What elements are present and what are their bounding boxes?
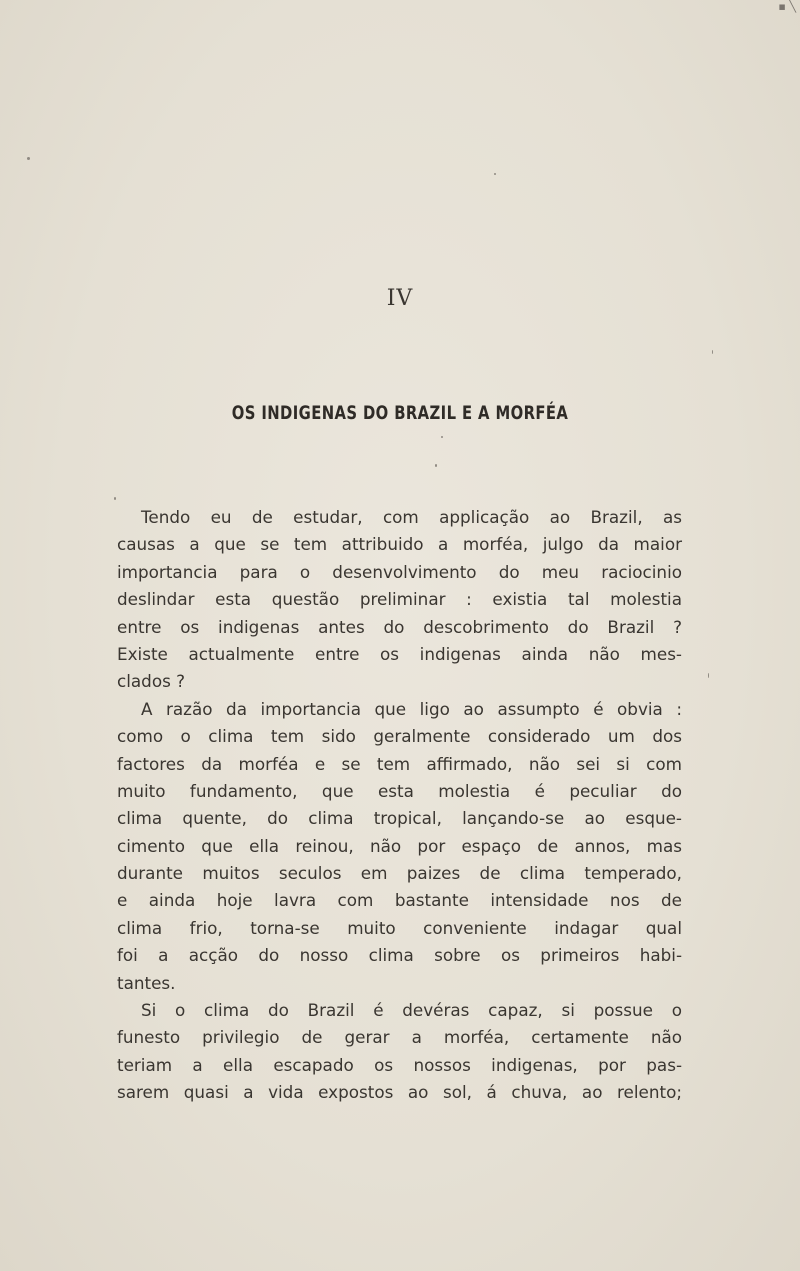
text-line: clima quente, do clima tropical, lançando-se ao esque-	[117, 808, 682, 829]
paper-speck	[494, 173, 496, 175]
body-text	[117, 504, 682, 1107]
text-line: sarem quasi a vida expostos ao sol, á chuva, ao relento;	[117, 1082, 682, 1103]
text-line: factores da morféa e se tem affirmado, não sei si com	[117, 753, 682, 774]
text-line: muito fundamento, que esta molestia é peculiar do	[117, 780, 682, 801]
text-line: tantes.	[117, 972, 176, 993]
text-line: foi a acção do nosso clima sobre os primeiros habi-	[117, 945, 682, 966]
text-line: clados ?	[117, 671, 186, 692]
corner-mark: ▪ ╲	[778, 0, 796, 13]
text-line: deslindar esta questão preliminar : existia tal molestia	[117, 589, 682, 610]
text-line: e ainda hoje lavra com bastante intensidade nos de	[117, 890, 682, 911]
paper-speck	[27, 157, 30, 160]
text-line: Existe actualmente entre os indigenas ainda não mes-	[117, 643, 682, 664]
paper-speck	[435, 464, 437, 467]
text-line: Si o clima do Brazil é devéras capaz, si possue o	[141, 1000, 682, 1021]
text-line: importancia para o desenvolvimento do meu raciocinio	[117, 561, 682, 582]
text-line: durante muitos seculos em paizes de clima temperado,	[117, 863, 682, 884]
text-line: como o clima tem sido geralmente considerado um dos	[117, 726, 682, 747]
text-line: A razão da importancia que ligo ao assumpto é obvia :	[141, 698, 682, 719]
text-line: teriam a ella escapado os nossos indigenas, por pas-	[117, 1054, 682, 1075]
text-line: clima frio, torna-se muito conveniente indagar qual	[117, 917, 682, 938]
chapter-number: IV	[386, 286, 414, 311]
paper-speck	[441, 436, 443, 438]
text-line: cimento que ella reinou, não por espaço de annos, mas	[117, 835, 682, 856]
paper-speck	[114, 497, 116, 500]
text-line: causas a que se tem attribuido a morféa, julgo da maior	[117, 534, 682, 555]
text-line: funesto privilegio de gerar a morféa, certamente não	[117, 1027, 682, 1048]
chapter-title: OS INDIGENAS DO BRAZIL E A MORFÉA	[231, 402, 569, 424]
paper-speck	[708, 673, 709, 678]
text-line: entre os indigenas antes do descobrimento do Brazil ?	[117, 616, 682, 637]
text-line: Tendo eu de estudar, com applicação ao Brazil, as	[141, 507, 682, 527]
paper-speck	[712, 350, 713, 354]
